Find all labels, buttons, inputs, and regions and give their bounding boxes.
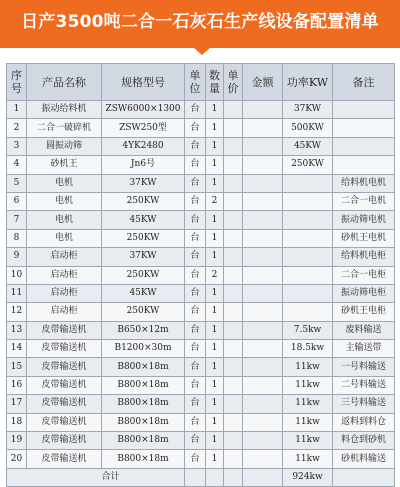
table-row <box>7 248 395 266</box>
cell-name: 圆振动筛 <box>27 137 102 155</box>
cell-power: 37KW <box>283 101 333 119</box>
header-seq: 序号 <box>7 64 27 101</box>
cell-name: 砂机王 <box>27 156 102 174</box>
cell-remark <box>333 119 395 137</box>
cell-price <box>224 321 243 339</box>
total-label: 合计 <box>7 468 185 486</box>
cell-price <box>224 266 243 284</box>
cell-price <box>224 229 243 247</box>
table-header-row <box>7 64 395 101</box>
header-name: 产品名称 <box>27 64 102 101</box>
cell-seq: 17 <box>7 395 27 413</box>
cell-power: 11kw <box>283 376 333 394</box>
cell-power: 45KW <box>283 137 333 155</box>
cell-price <box>224 211 243 229</box>
cell-remark: 砂机王电柜 <box>333 303 395 321</box>
cell-unit: 台 <box>185 358 206 376</box>
cell-qty: 1 <box>206 303 224 321</box>
title-banner-pointer <box>194 48 210 55</box>
cell-qty: 1 <box>206 321 224 339</box>
cell-amount <box>243 358 283 376</box>
cell-amount <box>243 174 283 192</box>
cell-seq: 18 <box>7 413 27 431</box>
cell-amount <box>243 432 283 450</box>
cell-unit: 台 <box>185 376 206 394</box>
cell-amount <box>243 156 283 174</box>
cell-qty: 1 <box>206 101 224 119</box>
cell-model: B800×18m <box>102 450 185 468</box>
cell-unit: 台 <box>185 432 206 450</box>
cell-price <box>224 340 243 358</box>
cell-seq: 6 <box>7 192 27 210</box>
cell-name: 启动柜 <box>27 248 102 266</box>
cell-qty: 1 <box>206 450 224 468</box>
cell-price <box>224 358 243 376</box>
cell-amount <box>243 211 283 229</box>
cell-remark: 给料机电柜 <box>333 248 395 266</box>
cell-unit: 台 <box>185 303 206 321</box>
cell-price <box>224 119 243 137</box>
cell-amount <box>243 340 283 358</box>
cell-name: 皮带输送机 <box>27 395 102 413</box>
cell-seq: 12 <box>7 303 27 321</box>
total-empty-cell <box>243 468 283 486</box>
cell-seq: 3 <box>7 137 27 155</box>
cell-power: 7.5kw <box>283 321 333 339</box>
cell-power <box>283 174 333 192</box>
cell-power <box>283 266 333 284</box>
table-row <box>7 432 395 450</box>
cell-unit: 台 <box>185 450 206 468</box>
table-row <box>7 340 395 358</box>
cell-power: 11kw <box>283 413 333 431</box>
total-empty-cell <box>333 468 395 486</box>
cell-qty: 1 <box>206 413 224 431</box>
header-remark: 备注 <box>333 64 395 101</box>
table-row <box>7 303 395 321</box>
cell-model: B800×18m <box>102 413 185 431</box>
cell-unit: 台 <box>185 211 206 229</box>
cell-qty: 1 <box>206 432 224 450</box>
cell-remark: 给料机电机 <box>333 174 395 192</box>
cell-seq: 20 <box>7 450 27 468</box>
cell-price <box>224 101 243 119</box>
cell-unit: 台 <box>185 284 206 302</box>
cell-model: 4YK2480 <box>102 137 185 155</box>
cell-power <box>283 248 333 266</box>
cell-power: 18.5kw <box>283 340 333 358</box>
cell-model: 37KW <box>102 174 185 192</box>
cell-amount <box>243 248 283 266</box>
cell-power <box>283 211 333 229</box>
cell-name: 皮带输送机 <box>27 321 102 339</box>
cell-unit: 台 <box>185 321 206 339</box>
cell-power: 11kw <box>283 358 333 376</box>
cell-amount <box>243 395 283 413</box>
cell-amount <box>243 101 283 119</box>
header-amount: 金额 <box>243 64 283 101</box>
table-row <box>7 358 395 376</box>
cell-seq: 15 <box>7 358 27 376</box>
table-row <box>7 156 395 174</box>
cell-unit: 台 <box>185 137 206 155</box>
cell-power: 11kw <box>283 432 333 450</box>
cell-qty: 1 <box>206 284 224 302</box>
cell-seq: 10 <box>7 266 27 284</box>
cell-seq: 4 <box>7 156 27 174</box>
cell-seq: 13 <box>7 321 27 339</box>
header-qty: 数量 <box>206 64 224 101</box>
cell-remark: 主输送带 <box>333 340 395 358</box>
cell-price <box>224 395 243 413</box>
cell-name: 电机 <box>27 229 102 247</box>
cell-name: 皮带输送机 <box>27 450 102 468</box>
table-row <box>7 192 395 210</box>
cell-qty: 1 <box>206 174 224 192</box>
table-row <box>7 321 395 339</box>
cell-price <box>224 137 243 155</box>
cell-amount <box>243 192 283 210</box>
cell-seq: 11 <box>7 284 27 302</box>
cell-name: 皮带输送机 <box>27 432 102 450</box>
cell-model: 250KW <box>102 192 185 210</box>
cell-qty: 1 <box>206 156 224 174</box>
cell-name: 皮带输送机 <box>27 358 102 376</box>
cell-amount <box>243 376 283 394</box>
cell-power <box>283 229 333 247</box>
cell-model: B800×18m <box>102 432 185 450</box>
cell-amount <box>243 119 283 137</box>
table-row <box>7 101 395 119</box>
cell-model: ZSW250型 <box>102 119 185 137</box>
table-row <box>7 229 395 247</box>
cell-qty: 2 <box>206 192 224 210</box>
cell-remark: 二合一电机 <box>333 192 395 210</box>
cell-price <box>224 156 243 174</box>
total-empty-cell <box>224 468 243 486</box>
cell-remark <box>333 137 395 155</box>
cell-power: 500KW <box>283 119 333 137</box>
cell-qty: 1 <box>206 137 224 155</box>
cell-amount <box>243 284 283 302</box>
cell-price <box>224 376 243 394</box>
cell-unit: 台 <box>185 340 206 358</box>
cell-remark: 一号料输送 <box>333 358 395 376</box>
table-body <box>7 101 395 487</box>
cell-seq: 9 <box>7 248 27 266</box>
header-price: 单价 <box>224 64 243 101</box>
cell-name: 电机 <box>27 174 102 192</box>
cell-qty: 1 <box>206 248 224 266</box>
cell-name: 振动给料机 <box>27 101 102 119</box>
cell-unit: 台 <box>185 192 206 210</box>
cell-amount <box>243 303 283 321</box>
table-row <box>7 119 395 137</box>
cell-amount <box>243 137 283 155</box>
cell-unit: 台 <box>185 229 206 247</box>
cell-model: 45KW <box>102 211 185 229</box>
cell-model: 250KW <box>102 303 185 321</box>
table-row <box>7 284 395 302</box>
table-row <box>7 395 395 413</box>
cell-model: B650×12m <box>102 321 185 339</box>
total-row <box>7 468 395 486</box>
cell-unit: 台 <box>185 156 206 174</box>
cell-name: 皮带输送机 <box>27 413 102 431</box>
total-empty-cell <box>206 468 224 486</box>
cell-qty: 1 <box>206 340 224 358</box>
cell-price <box>224 450 243 468</box>
cell-model: B800×18m <box>102 358 185 376</box>
cell-seq: 5 <box>7 174 27 192</box>
cell-qty: 1 <box>206 395 224 413</box>
cell-seq: 1 <box>7 101 27 119</box>
cell-price <box>224 192 243 210</box>
cell-seq: 8 <box>7 229 27 247</box>
cell-remark: 砂机王电机 <box>333 229 395 247</box>
cell-remark: 废料输送 <box>333 321 395 339</box>
cell-power <box>283 284 333 302</box>
cell-name: 二合一破碎机 <box>27 119 102 137</box>
cell-seq: 16 <box>7 376 27 394</box>
cell-name: 电机 <box>27 192 102 210</box>
cell-remark: 砂机料输送 <box>333 450 395 468</box>
cell-model: 37KW <box>102 248 185 266</box>
total-empty-cell <box>185 468 206 486</box>
cell-unit: 台 <box>185 413 206 431</box>
cell-model: 250KW <box>102 229 185 247</box>
cell-model: B800×18m <box>102 376 185 394</box>
cell-name: 启动柜 <box>27 303 102 321</box>
cell-model: 45KW <box>102 284 185 302</box>
cell-model: 250KW <box>102 266 185 284</box>
cell-qty: 1 <box>206 211 224 229</box>
table-row <box>7 266 395 284</box>
table-row <box>7 450 395 468</box>
table-row <box>7 174 395 192</box>
cell-remark: 二号料输送 <box>333 376 395 394</box>
cell-unit: 台 <box>185 174 206 192</box>
table-row <box>7 137 395 155</box>
table-row <box>7 376 395 394</box>
cell-price <box>224 174 243 192</box>
cell-qty: 2 <box>206 266 224 284</box>
cell-name: 启动柜 <box>27 284 102 302</box>
header-model: 规格型号 <box>102 64 185 101</box>
cell-model: ZSW6000×1300 <box>102 101 185 119</box>
equipment-table <box>6 63 395 487</box>
cell-amount <box>243 266 283 284</box>
cell-power: 11kw <box>283 395 333 413</box>
cell-name: 电机 <box>27 211 102 229</box>
total-power: 924kw <box>283 468 333 486</box>
cell-qty: 1 <box>206 119 224 137</box>
cell-amount <box>243 450 283 468</box>
cell-qty: 1 <box>206 229 224 247</box>
cell-amount <box>243 413 283 431</box>
cell-unit: 台 <box>185 248 206 266</box>
cell-remark: 二合一电柜 <box>333 266 395 284</box>
cell-seq: 7 <box>7 211 27 229</box>
cell-model: Jn6号 <box>102 156 185 174</box>
cell-unit: 台 <box>185 119 206 137</box>
cell-unit: 台 <box>185 266 206 284</box>
page-title: 日产3500吨二合一石灰石生产线设备配置清单 <box>21 12 379 32</box>
cell-price <box>224 432 243 450</box>
cell-qty: 1 <box>206 376 224 394</box>
cell-amount <box>243 229 283 247</box>
cell-model: B800×18m <box>102 395 185 413</box>
table-row <box>7 413 395 431</box>
cell-remark: 三号料输送 <box>333 395 395 413</box>
cell-seq: 2 <box>7 119 27 137</box>
header-unit: 单位 <box>185 64 206 101</box>
cell-price <box>224 248 243 266</box>
cell-price <box>224 303 243 321</box>
cell-price <box>224 284 243 302</box>
cell-remark <box>333 156 395 174</box>
cell-power <box>283 192 333 210</box>
cell-price <box>224 413 243 431</box>
cell-seq: 19 <box>7 432 27 450</box>
table-row <box>7 211 395 229</box>
cell-power <box>283 303 333 321</box>
cell-name: 皮带输送机 <box>27 376 102 394</box>
cell-model: B1200×30m <box>102 340 185 358</box>
cell-name: 皮带输送机 <box>27 340 102 358</box>
cell-remark: 振动筛电柜 <box>333 284 395 302</box>
header-power: 功率KW <box>283 64 333 101</box>
cell-remark: 料仓到砂机 <box>333 432 395 450</box>
cell-power: 250KW <box>283 156 333 174</box>
cell-power: 11kw <box>283 450 333 468</box>
title-banner <box>0 0 400 48</box>
cell-remark: 振动筛电机 <box>333 211 395 229</box>
cell-unit: 台 <box>185 395 206 413</box>
cell-remark <box>333 101 395 119</box>
cell-amount <box>243 321 283 339</box>
cell-remark: 返料到料仓 <box>333 413 395 431</box>
cell-qty: 1 <box>206 358 224 376</box>
cell-unit: 台 <box>185 101 206 119</box>
cell-seq: 14 <box>7 340 27 358</box>
cell-name: 启动柜 <box>27 266 102 284</box>
